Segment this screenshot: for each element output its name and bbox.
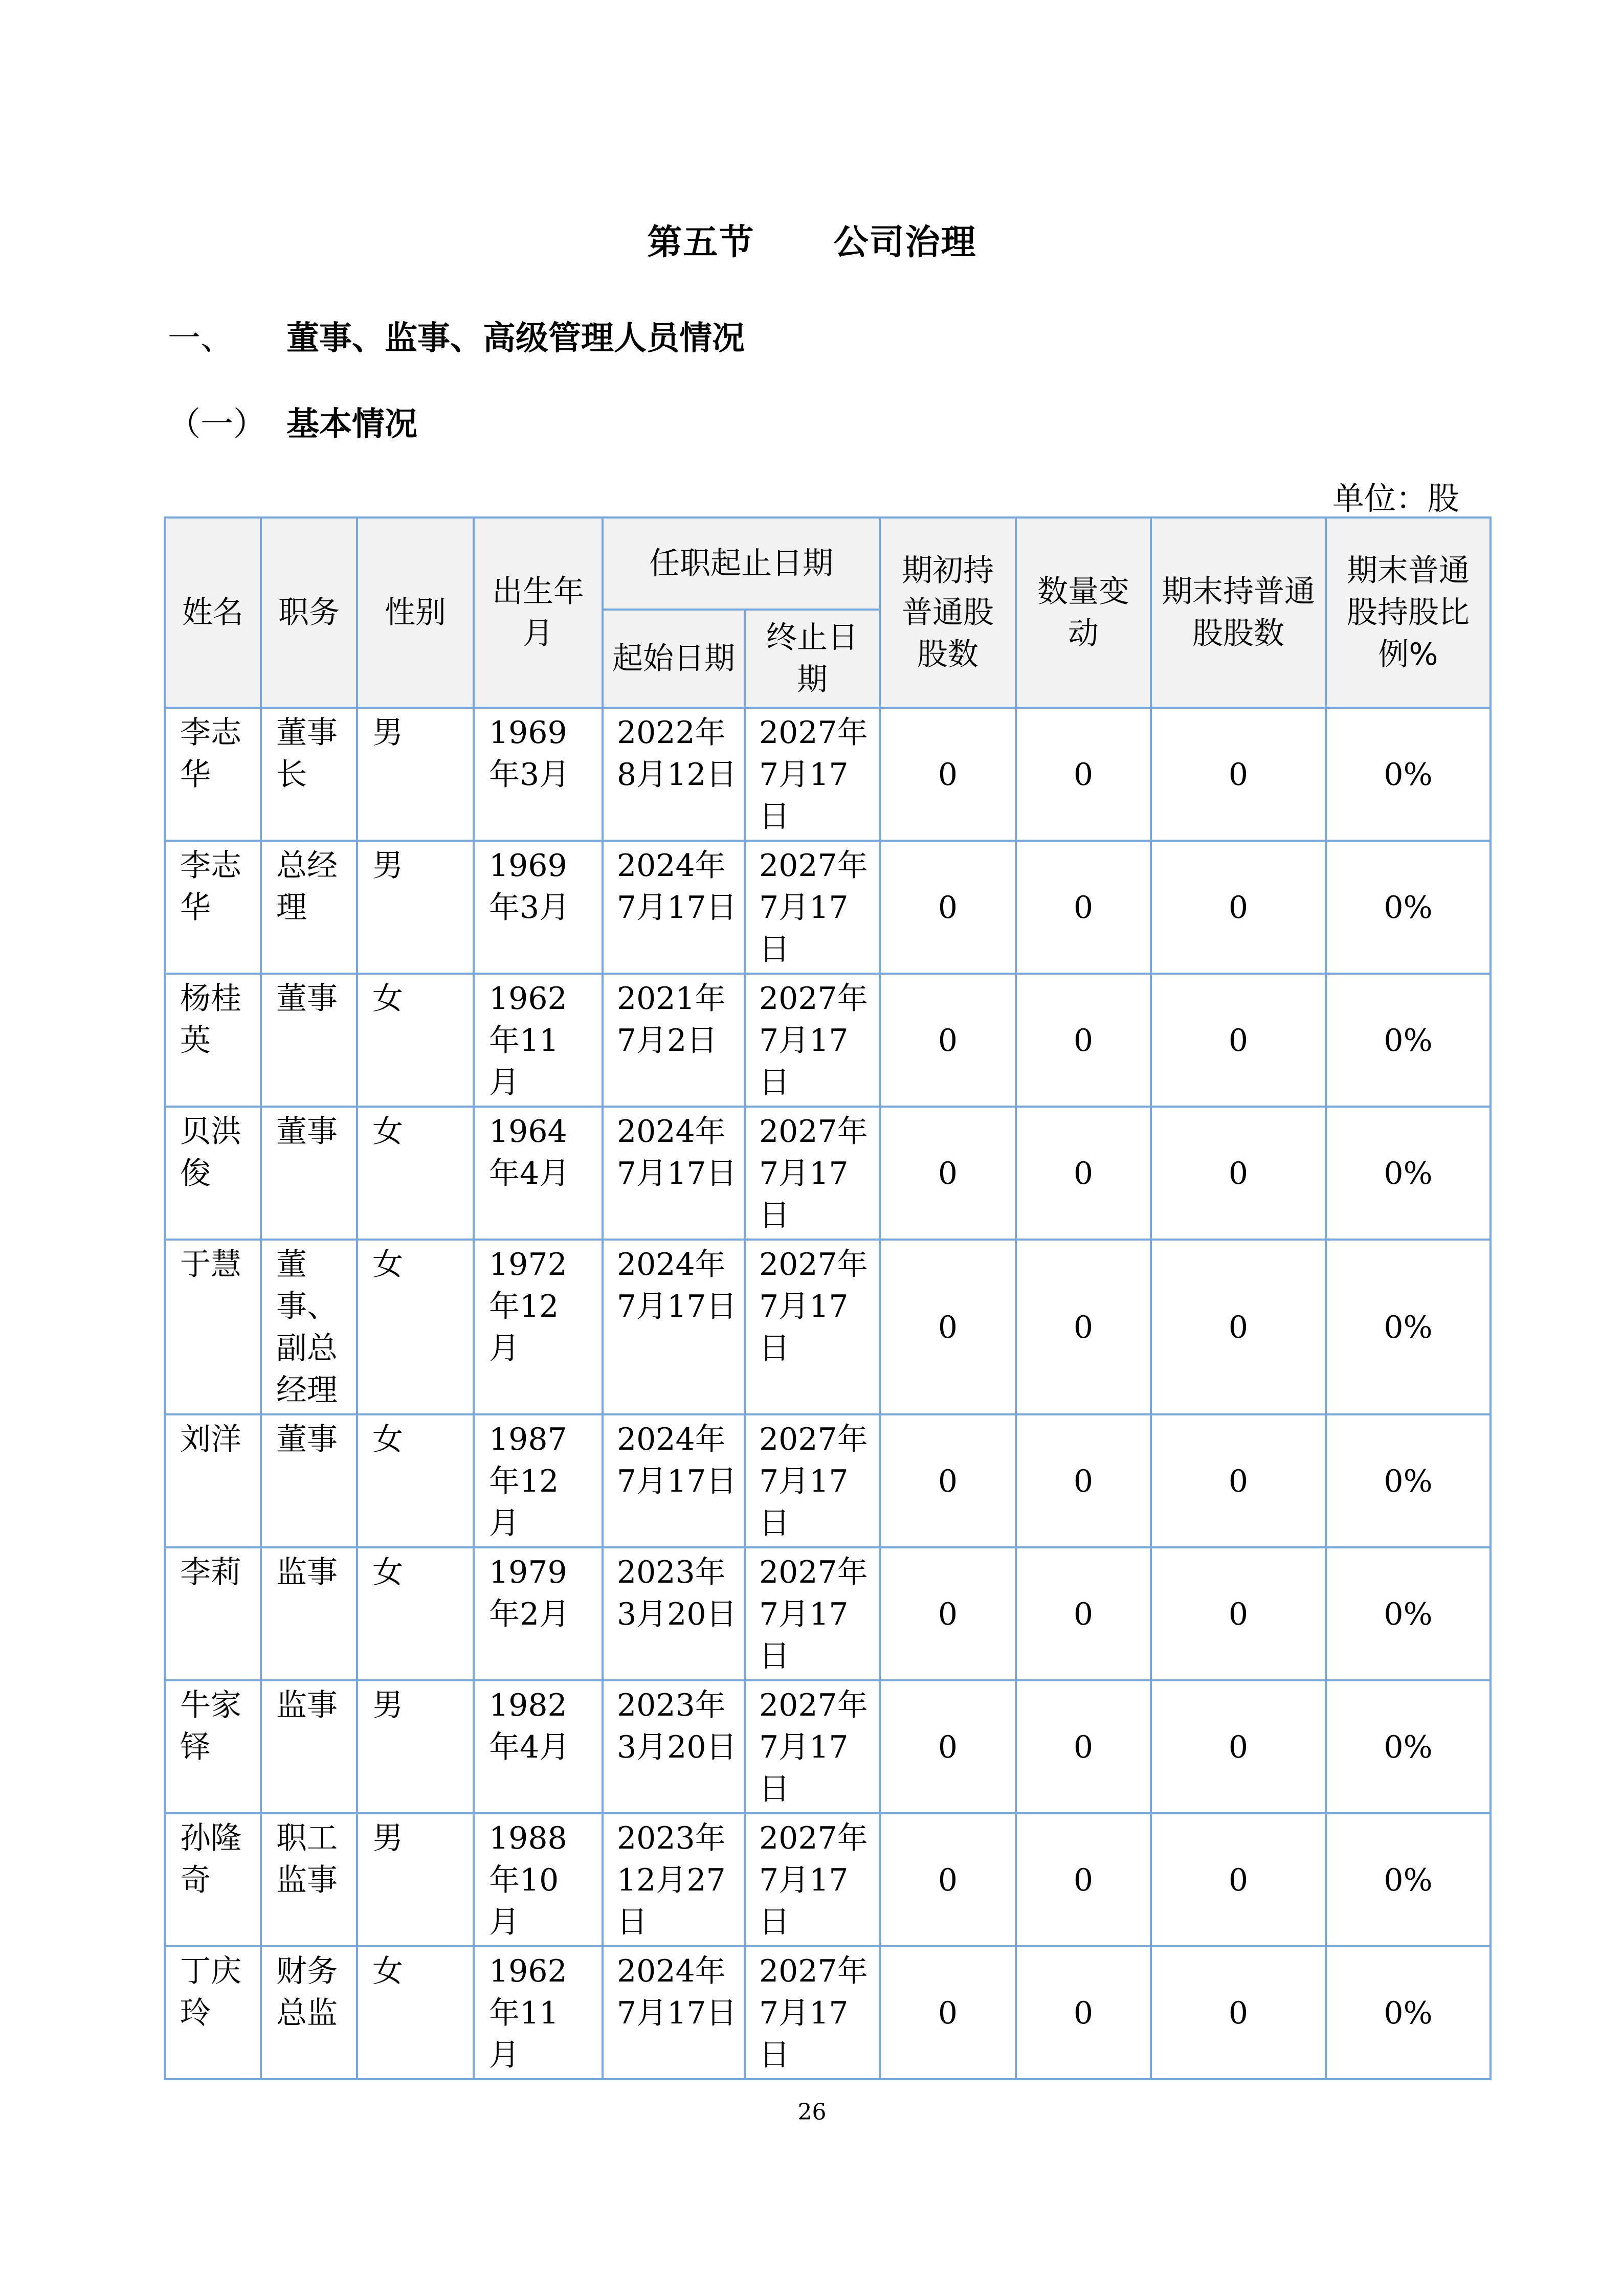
cell-gender: 女 (357, 1547, 474, 1680)
cell-birth: 1988年10月 (474, 1813, 603, 1946)
cell-ratio: 0% (1326, 841, 1490, 974)
cell-position: 董事 (261, 1107, 357, 1240)
cell-begin-shares: 0 (880, 1813, 1016, 1946)
cell-birth: 1987年12月 (474, 1414, 603, 1547)
cell-end-shares: 0 (1151, 841, 1326, 974)
cell-birth: 1979年2月 (474, 1547, 603, 1680)
header-birth: 出生年月 (474, 517, 603, 708)
cell-begin-shares: 0 (880, 1680, 1016, 1813)
header-end-shares: 期末持普通股股数 (1151, 517, 1326, 708)
cell-ratio: 0% (1326, 1107, 1490, 1240)
cell-gender: 男 (357, 841, 474, 974)
cell-ratio: 0% (1326, 1946, 1490, 2079)
cell-ratio: 0% (1326, 1813, 1490, 1946)
cell-end-shares: 0 (1151, 1414, 1326, 1547)
cell-name: 丁庆玲 (165, 1946, 261, 2079)
cell-birth: 1962年11月 (474, 1946, 603, 2079)
cell-begin-shares: 0 (880, 1946, 1016, 2079)
cell-change: 0 (1016, 1680, 1151, 1813)
cell-end-date: 2027年7月17日 (745, 708, 880, 841)
table-row (165, 1813, 1490, 1946)
cell-position: 总经理 (261, 841, 357, 974)
header-term: 任职起止日期 (603, 517, 880, 610)
cell-begin-shares: 0 (880, 1107, 1016, 1240)
table-row (165, 1107, 1490, 1240)
header-change: 数量变动 (1016, 517, 1151, 708)
cell-end-date: 2027年7月17日 (745, 1946, 880, 2079)
cell-gender: 男 (357, 1813, 474, 1946)
section-heading-text: 基本情况 (286, 406, 417, 443)
cell-birth: 1969年3月 (474, 841, 603, 974)
header-gender: 性别 (357, 517, 474, 708)
header-end-ratio: 期末普通股持股比例% (1326, 517, 1490, 708)
page-title: 第五节 公司治理 (647, 222, 977, 263)
section-heading-number: 一、 (168, 320, 233, 357)
cell-end-shares: 0 (1151, 1680, 1326, 1813)
cell-name: 李志华 (165, 708, 261, 841)
cell-change: 0 (1016, 1946, 1151, 2079)
cell-gender: 女 (357, 1107, 474, 1240)
cell-ratio: 0% (1326, 1240, 1490, 1414)
cell-gender: 男 (357, 1680, 474, 1813)
cell-name: 李志华 (165, 841, 261, 974)
cell-name: 杨桂英 (165, 974, 261, 1107)
cell-end-date: 2027年7月17日 (745, 1414, 880, 1547)
cell-name: 贝洪俊 (165, 1107, 261, 1240)
cell-ratio: 0% (1326, 1414, 1490, 1547)
cell-end-shares: 0 (1151, 708, 1326, 841)
header-position: 职务 (261, 517, 357, 708)
cell-ratio: 0% (1326, 974, 1490, 1107)
section-heading-text: 董事、监事、高级管理人员情况 (286, 320, 745, 357)
cell-end-date: 2027年7月17日 (745, 1547, 880, 1680)
cell-start-date: 2021年7月2日 (603, 974, 745, 1107)
cell-gender: 女 (357, 1946, 474, 2079)
cell-change: 0 (1016, 1547, 1151, 1680)
cell-begin-shares: 0 (880, 1240, 1016, 1414)
table-row (165, 1240, 1490, 1414)
cell-begin-shares: 0 (880, 1414, 1016, 1547)
cell-position: 董事 (261, 974, 357, 1107)
cell-begin-shares: 0 (880, 974, 1016, 1107)
cell-start-date: 2023年3月20日 (603, 1547, 745, 1680)
cell-name: 于慧 (165, 1240, 261, 1414)
cell-birth: 1969年3月 (474, 708, 603, 841)
cell-change: 0 (1016, 1813, 1151, 1946)
cell-end-shares: 0 (1151, 1946, 1326, 2079)
cell-end-date: 2027年7月17日 (745, 1680, 880, 1813)
cell-begin-shares: 0 (880, 708, 1016, 841)
cell-gender: 女 (357, 1240, 474, 1414)
cell-position: 董事、副总经理 (261, 1240, 357, 1414)
header-end-date: 终止日期 (745, 610, 880, 708)
cell-start-date: 2022年8月12日 (603, 708, 745, 841)
cell-start-date: 2024年7月17日 (603, 1107, 745, 1240)
table-row (165, 708, 1490, 841)
cell-position: 董事长 (261, 708, 357, 841)
cell-birth: 1972年12月 (474, 1240, 603, 1414)
table-row (165, 841, 1490, 974)
cell-end-date: 2027年7月17日 (745, 1240, 880, 1414)
cell-end-date: 2027年7月17日 (745, 1107, 880, 1240)
cell-ratio: 0% (1326, 1547, 1490, 1680)
cell-start-date: 2023年12月27日 (603, 1813, 745, 1946)
cell-name: 牛家铎 (165, 1680, 261, 1813)
cell-end-shares: 0 (1151, 1240, 1326, 1414)
page-number: 26 (797, 2099, 827, 2125)
cell-change: 0 (1016, 1240, 1151, 1414)
cell-ratio: 0% (1326, 1680, 1490, 1813)
section-heading-number: （一） (168, 406, 266, 443)
cell-end-shares: 0 (1151, 1547, 1326, 1680)
cell-change: 0 (1016, 708, 1151, 841)
cell-end-shares: 0 (1151, 1813, 1326, 1946)
cell-birth: 1964年4月 (474, 1107, 603, 1240)
cell-ratio: 0% (1326, 708, 1490, 841)
cell-end-date: 2027年7月17日 (745, 1813, 880, 1946)
cell-position: 董事 (261, 1414, 357, 1547)
cell-position: 监事 (261, 1680, 357, 1813)
cell-begin-shares: 0 (880, 841, 1016, 974)
cell-position: 财务总监 (261, 1946, 357, 2079)
cell-birth: 1962年11月 (474, 974, 603, 1107)
cell-gender: 男 (357, 708, 474, 841)
cell-name: 刘洋 (165, 1414, 261, 1547)
unit-label: 单位：股 (1332, 480, 1459, 517)
cell-start-date: 2024年7月17日 (603, 1946, 745, 2079)
cell-change: 0 (1016, 1107, 1151, 1240)
cell-begin-shares: 0 (880, 1547, 1016, 1680)
cell-position: 职工监事 (261, 1813, 357, 1946)
cell-change: 0 (1016, 1414, 1151, 1547)
header-name: 姓名 (165, 517, 261, 708)
cell-gender: 女 (357, 974, 474, 1107)
cell-start-date: 2024年7月17日 (603, 1414, 745, 1547)
cell-start-date: 2023年3月20日 (603, 1680, 745, 1813)
header-begin-shares: 期初持普通股股数 (880, 517, 1016, 708)
table-row (165, 1547, 1490, 1680)
header-start-date: 起始日期 (603, 610, 745, 708)
cell-end-date: 2027年7月17日 (745, 841, 880, 974)
cell-change: 0 (1016, 841, 1151, 974)
cell-end-shares: 0 (1151, 974, 1326, 1107)
cell-end-date: 2027年7月17日 (745, 974, 880, 1107)
table-body (165, 708, 1490, 2079)
cell-start-date: 2024年7月17日 (603, 841, 745, 974)
cell-name: 李莉 (165, 1547, 261, 1680)
cell-gender: 女 (357, 1414, 474, 1547)
cell-end-shares: 0 (1151, 1107, 1326, 1240)
cell-position: 监事 (261, 1547, 357, 1680)
cell-birth: 1982年4月 (474, 1680, 603, 1813)
table-row (165, 1946, 1490, 2079)
table-row (165, 1414, 1490, 1547)
cell-start-date: 2024年7月17日 (603, 1240, 745, 1414)
table-row (165, 1680, 1490, 1813)
table-row (165, 974, 1490, 1107)
cell-name: 孙隆奇 (165, 1813, 261, 1946)
management-table (164, 516, 1492, 2080)
cell-change: 0 (1016, 974, 1151, 1107)
